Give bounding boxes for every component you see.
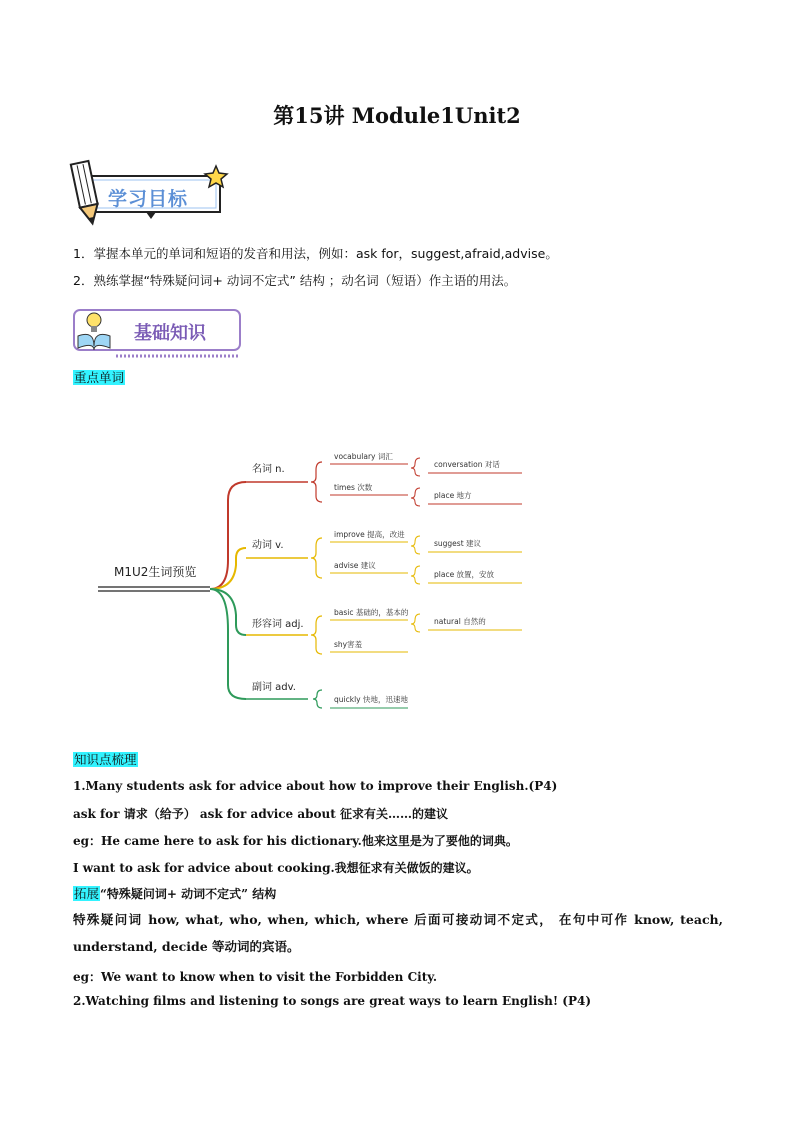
learning-goals-badge xyxy=(66,158,236,230)
branch-adj-label: 形容词 adj. xyxy=(252,619,304,630)
noun-item-times: times 次数 xyxy=(334,483,373,492)
branch-verb-label: 动词 v. xyxy=(252,540,284,551)
mindmap-root: M1U2生词预览 xyxy=(114,565,197,579)
adv-item-quickly: quickly 快地，迅速地 xyxy=(334,695,408,704)
extension-label: 拓展 xyxy=(74,886,100,901)
knowledge-heading xyxy=(73,752,138,767)
noun-sub-place: place 地方 xyxy=(434,491,472,500)
learning-goals-label: 学习目标 xyxy=(108,188,189,210)
objective-2: 2．熟练掌握“特殊疑问词+ 动词不定式” 结构 ；动名词（短语）作主语的用法。 xyxy=(73,273,517,288)
verb-item-improve: improve 提高，改进 xyxy=(334,530,405,539)
verb-sub-place: place 放置，安放 xyxy=(434,570,495,579)
basic-knowledge-label: 基础知识 xyxy=(134,323,206,344)
point1-example2: I want to ask for advice about cooking.我想征求有关做饭的建议。 xyxy=(73,861,479,875)
vocab-heading xyxy=(73,370,125,385)
adj-item-basic: basic 基础的，基本的 xyxy=(334,608,409,617)
adj-item-shy: shy害羞 xyxy=(334,640,363,649)
point1-example1: eg：He came here to ask for his dictionary.他来这里是为了要他的词典。 xyxy=(73,834,518,848)
point1-phrase: ask for 请求（给予） ask for advice about 征求有关……的建议 xyxy=(73,807,448,821)
extension-example: eg：We want to know when to visit the Forbidden City. xyxy=(73,970,438,984)
branch-noun-label: 名词 n. xyxy=(252,464,285,475)
noun-item-vocabulary: vocabulary 词汇 xyxy=(334,452,393,461)
extension-body: 特殊疑问词 how, what, who, when, which, where 后面可接动词不定式， 在句中可作 know, teach, understand, decide 等动词的宾语。 xyxy=(73,912,723,954)
vocab-mindmap xyxy=(0,440,794,720)
extension-heading xyxy=(73,885,276,902)
basic-knowledge-badge xyxy=(70,306,246,362)
adj-sub-natural: natural 自然的 xyxy=(434,617,486,626)
verb-sub-suggest: suggest 建议 xyxy=(434,539,482,548)
objective-1: 1．掌握本单元的单词和短语的发音和用法，例如：ask for，suggest,afraid,advise。 xyxy=(73,246,558,261)
page-title: 第15讲 Module1Unit2 xyxy=(273,103,521,128)
extension-title: “特殊疑问词+ 动词不定式” 结构 xyxy=(100,887,277,901)
point2-sentence: 2.Watching films and listening to songs are great ways to learn English! (P4) xyxy=(73,994,592,1008)
vocab-heading-text: 重点单词 xyxy=(74,370,125,385)
branch-adv-label: 副词 adv. xyxy=(252,682,296,693)
point1-sentence: 1.Many students ask for advice about how to improve their English.(P4) xyxy=(73,779,558,793)
verb-item-advise: advise 建议 xyxy=(334,561,376,570)
noun-sub-conversation: conversation 对话 xyxy=(434,460,500,469)
knowledge-heading-text: 知识点梳理 xyxy=(74,752,137,767)
